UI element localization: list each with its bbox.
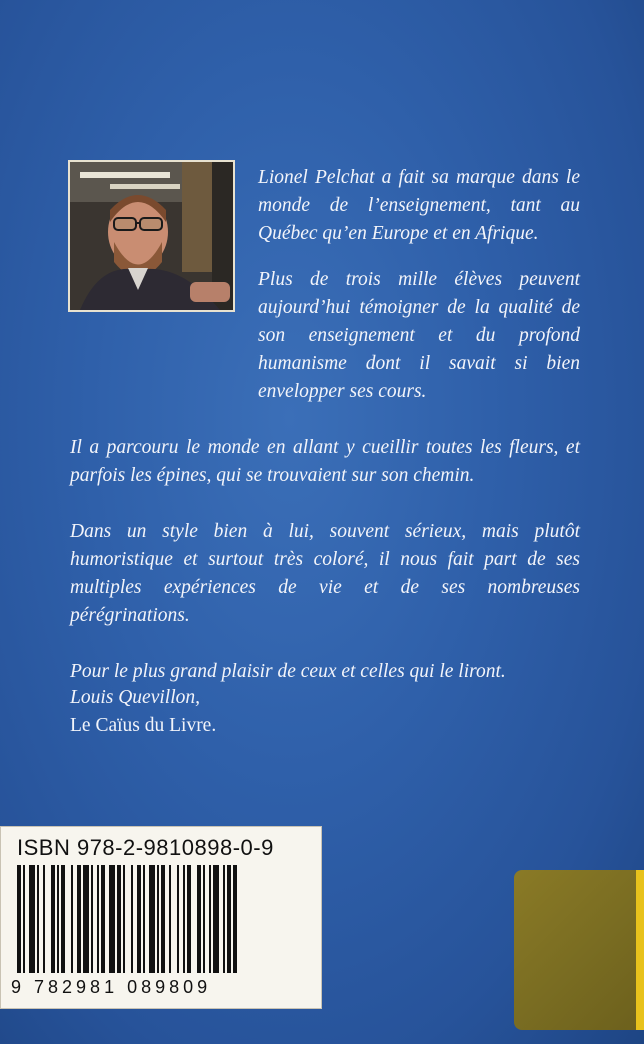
barcode-digits: 9 782981 089809: [11, 977, 212, 997]
paragraph-2: Plus de trois mille élèves peuvent aujourd’hui témoigner de la qualité de son enseignement et du profond humanisme dont il savait si bien envelopper ses cours.: [258, 269, 580, 402]
price-sticker: [514, 870, 644, 1030]
barcode-bar: [117, 865, 121, 973]
paragraph-5: Pour le plus grand plaisir de ceux et celles qui le liront.: [70, 661, 506, 682]
barcode-bar: [83, 865, 89, 973]
barcode-bar: [17, 865, 21, 973]
barcode-bar: [101, 865, 105, 973]
barcode-bar: [137, 865, 141, 973]
barcode-bar: [227, 865, 231, 973]
barcode-bar: [177, 865, 179, 973]
paragraph-3: Il a parcouru le monde en allant y cueillir toutes les fleurs, et parfois les épines, qui se trouvaient sur son chemin.: [70, 437, 580, 486]
barcode-bar: [61, 865, 65, 973]
barcode-bar: [123, 865, 125, 973]
barcode-bar: [233, 865, 237, 973]
barcode-bar: [161, 865, 165, 973]
barcode-bar: [197, 865, 201, 973]
barcode-bar: [109, 865, 115, 973]
barcode-bar: [51, 865, 55, 973]
barcode-bar: [91, 865, 93, 973]
barcode-bar: [143, 865, 145, 973]
barcode-bar: [157, 865, 159, 973]
barcode-bar: [29, 865, 35, 973]
barcode-bar: [131, 865, 133, 973]
signature-name: Louis Quevillon,: [70, 687, 200, 708]
barcode-bar: [77, 865, 81, 973]
isbn-number: ISBN 978-2-9810898-0-9: [17, 835, 274, 860]
blurb-text: [70, 164, 580, 714]
isbn-barcode-label: [0, 826, 322, 1009]
signature: [70, 684, 216, 740]
barcode-bar: [187, 865, 191, 973]
barcode-bar: [43, 865, 45, 973]
barcode-bar: [169, 865, 171, 973]
barcode-bar: [223, 865, 225, 973]
sticker-edge: [636, 870, 644, 1030]
barcode-bar: [213, 865, 219, 973]
barcode-icon: [17, 865, 279, 973]
barcode-bar: [57, 865, 59, 973]
barcode-bar: [71, 865, 73, 973]
paragraph-2-start: [258, 266, 580, 406]
paragraph-4: Dans un style bien à lui, souvent sérieux, mais plutôt humoristique et surtout très coloré, il nous fait part de ses multiples expériences de vie et de ses nombreuses pérégrinations.: [70, 521, 580, 626]
barcode-bar: [209, 865, 211, 973]
barcode-bar: [149, 865, 155, 973]
barcode-bar: [23, 865, 25, 973]
barcode-bar: [37, 865, 39, 973]
paragraph-1: Lionel Pelchat a fait sa marque dans le monde de l’enseignement, tant au Québec qu’en Europe et en Afrique.: [258, 167, 580, 244]
signature-organization: Le Caïus du Livre.: [70, 715, 217, 736]
barcode-bar: [183, 865, 185, 973]
barcode-bar: [97, 865, 99, 973]
barcode-bar: [203, 865, 205, 973]
